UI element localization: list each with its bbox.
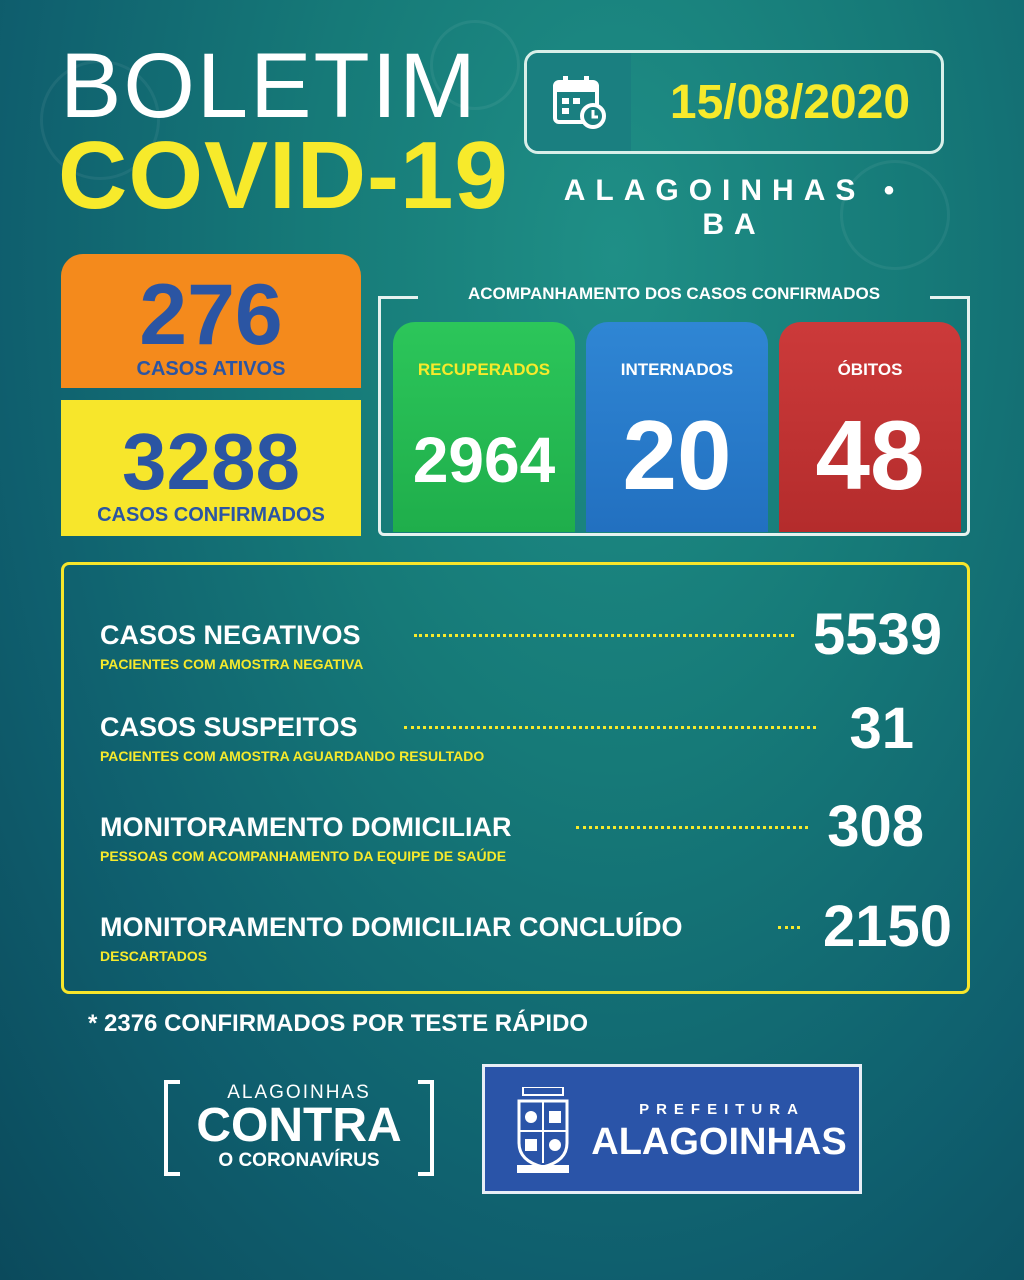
detail-value: 308: [827, 794, 924, 859]
date-box: [524, 50, 944, 154]
prefeitura-logo: [482, 1064, 862, 1194]
hospitalized-card: [586, 322, 768, 532]
recovered-card: [393, 322, 575, 532]
dotted-leader: [778, 926, 800, 929]
campaign-logo: [164, 1080, 434, 1176]
detail-title: MONITORAMENTO DOMICILIAR: [100, 812, 512, 842]
dotted-leader: [576, 826, 808, 829]
tracking-title: ACOMPANHAMENTO DOS CASOS CONFIRMADOS: [467, 284, 881, 303]
detail-title: CASOS NEGATIVOS: [100, 620, 361, 650]
dotted-leader: [404, 726, 816, 729]
frame-divider: [930, 296, 970, 299]
detail-value: 2150: [822, 894, 952, 959]
hospitalized-value: 20: [622, 400, 732, 510]
calendar-clock-icon: [527, 53, 631, 151]
bulletin-date: 15/08/2020: [669, 75, 911, 129]
title-covid: COVID-19: [58, 122, 509, 229]
confirmed-cases-value: 3288: [122, 417, 300, 506]
detail-title: CASOS SUSPEITOS: [100, 712, 358, 742]
deaths-label: ÓBITOS: [837, 360, 903, 379]
frame-divider: [378, 296, 418, 299]
deaths-value: 48: [815, 400, 925, 510]
campaign-bottom-text: O CORONAVÍRUS: [218, 1150, 380, 1171]
prefeitura-label: PREFEITURA: [639, 1101, 805, 1118]
deaths-card: [779, 322, 961, 532]
detail-row-home-monitoring-done: [100, 894, 952, 992]
active-cases-box: [61, 254, 361, 388]
detail-subtitle: PACIENTES COM AMOSTRA NEGATIVA: [100, 656, 364, 672]
detail-subtitle: PESSOAS COM ACOMPANHAMENTO DA EQUIPE DE SAÚDE: [100, 848, 507, 864]
detail-subtitle: PACIENTES COM AMOSTRA AGUARDANDO RESULTADO: [100, 748, 485, 764]
recovered-label: RECUPERADOS: [417, 360, 551, 379]
detail-value: 5539: [812, 602, 942, 667]
title-boletim: BOLETIM: [60, 35, 478, 137]
detail-row-negative: [100, 602, 950, 700]
detail-value: 31: [849, 696, 914, 761]
prefeitura-name: ALAGOINHAS: [591, 1121, 847, 1163]
confirmed-cases-label: CASOS CONFIRMADOS: [97, 504, 325, 526]
recovered-value: 2964: [412, 424, 556, 496]
city-crest-icon: [513, 1087, 573, 1173]
confirmed-cases-box: [61, 400, 361, 536]
active-cases-value: 276: [139, 267, 283, 363]
campaign-mid-text: CONTRA: [196, 1099, 402, 1152]
detail-row-suspect: [100, 696, 950, 792]
dotted-leader: [414, 634, 794, 637]
active-cases-label: CASOS ATIVOS: [136, 358, 286, 380]
rapid-test-footnote: * 2376 CONFIRMADOS POR TESTE RÁPIDO: [88, 1010, 589, 1037]
hospitalized-label: INTERNADOS: [620, 360, 734, 379]
location-label: ALAGOINHAS • BA: [563, 174, 905, 241]
detail-title: MONITORAMENTO DOMICILIAR CONCLUÍDO: [100, 912, 683, 942]
detail-subtitle: DESCARTADOS: [100, 948, 208, 964]
detail-row-home-monitoring: [100, 794, 950, 892]
campaign-top-text: ALAGOINHAS: [227, 1082, 371, 1103]
